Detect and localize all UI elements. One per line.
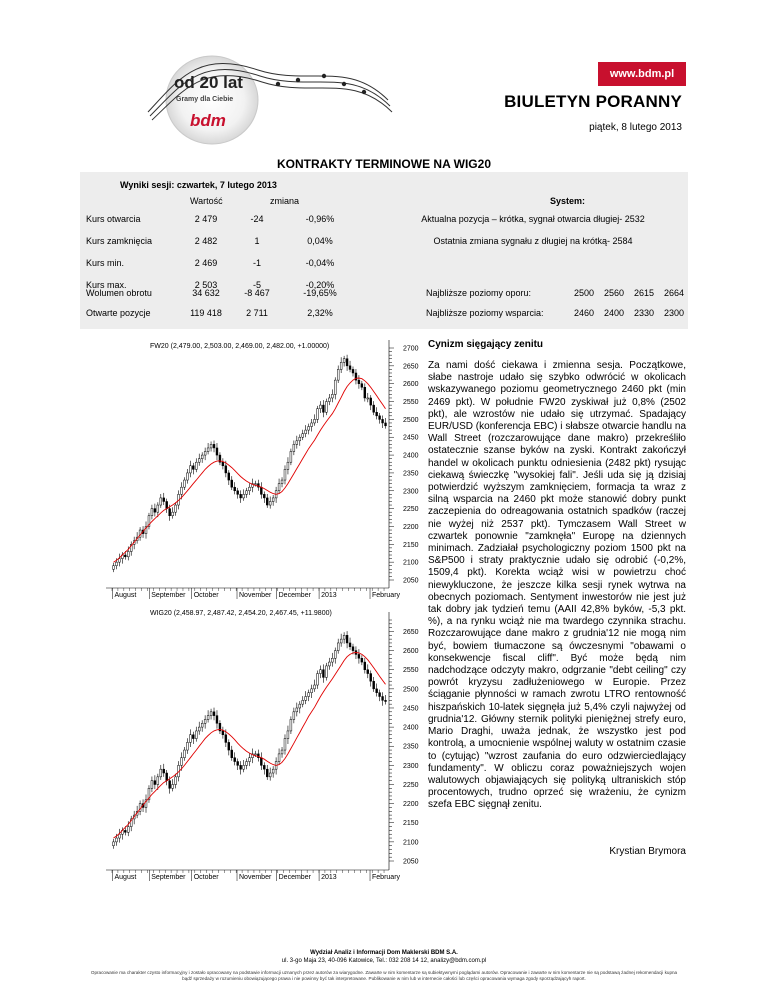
candle [337,639,339,654]
candle [207,443,209,454]
candle [373,401,375,415]
candle [240,761,242,774]
candle [148,785,150,803]
candle [340,357,342,373]
row-pct: -0,20% [305,280,335,290]
row-label: Kurs min. [86,258,125,268]
candle [278,479,280,494]
x-tick-label: February [372,592,401,599]
x-tick-label: November [239,874,272,881]
y-tick-label: 2550 [403,399,419,407]
row-pct: 0,04% [307,236,333,246]
candle [175,502,177,516]
candle [290,716,292,734]
candle [367,393,369,402]
candle [331,389,333,402]
x-axis [106,588,401,599]
row-change: -8 467 [244,288,270,298]
candle [334,377,336,399]
row-value: 2 479 [194,214,218,224]
y-axis [389,340,419,588]
candle [293,708,295,724]
resistance-level: 2560 [603,288,624,298]
candle [213,708,215,721]
candle [145,521,147,538]
candle [305,425,307,437]
candle [302,696,304,707]
y-tick-label: 2500 [403,686,419,694]
candle [160,765,162,780]
candle [373,677,375,692]
candle [118,554,120,567]
candle [287,457,289,474]
candle [219,452,221,465]
candle [249,754,251,767]
candle [355,369,357,384]
bulletin-date: piątek, 8 lutego 2013 [589,122,682,133]
website-badge[interactable]: www.bdm.pl [598,62,686,86]
x-tick-label: 2013 [321,592,337,599]
candle [370,395,372,410]
candle [314,680,316,692]
candle [275,487,277,503]
fw20-chart [80,336,422,606]
candle [231,746,233,761]
candle [249,483,251,495]
candle [314,414,316,425]
candle [189,729,191,747]
y-tick-label: 2200 [403,523,419,531]
chart-marks [113,355,387,572]
y-tick-label: 2300 [403,488,419,496]
candle [198,722,200,735]
row-label: Kurs otwarcia [86,214,141,224]
candle [166,499,168,513]
commentary-heading: Cynizm sięgający zenitu [428,339,544,350]
candle [269,768,271,781]
candle [204,448,206,460]
author-name: Krystian Brymora [609,846,686,857]
x-axis [106,870,401,881]
x-tick-label: August [114,592,137,599]
candle [308,424,310,435]
footer-contact: ul. 3-go Maja 23, 40-096 Katowice, Tel.: 032 208 14 12, analizy@bdm.com.pl [281,958,487,964]
session-header: Wyniki sesji: czwartek, 7 lutego 2013 [120,180,277,190]
candle [284,734,286,754]
candle [382,692,384,705]
candle [151,505,153,520]
candle [195,727,197,742]
candle [352,367,354,377]
logo-line2: Gramy dla Ciebie [176,96,234,103]
chart-title: WIG20 (2,458.97, 2,487.42, 2,454.20, 2,467.45, +11.9800) [150,610,332,617]
x-tick-label: November [239,592,272,599]
y-tick-label: 2450 [403,434,419,442]
system-position: Aktualna pozycja – krótka, sygnał otwarcia długiej- 2532 [421,214,645,224]
candle [340,634,342,647]
y-tick-label: 2100 [403,839,419,847]
candle [246,488,248,498]
footer-company: Wydział Analiz i Informacji Dom Maklerski BDM S.A. [310,950,458,956]
candle [243,489,245,500]
candle [184,477,186,490]
candle [154,775,156,789]
candle [207,710,209,722]
candle [130,816,132,831]
candle [364,658,366,674]
candle [272,495,274,506]
candle [320,666,322,679]
y-tick-label: 2150 [403,820,419,828]
candle [343,632,345,643]
candle [361,655,363,665]
row-label: Kurs zamknięcia [86,236,153,246]
y-tick-label: 2500 [403,416,419,424]
commentary-body: Za nami dość ciekawa i zmienna sesja. Początkowe, słabe nastroje udało się szybko odwrócić w okolicach wskazywanego poziomu geometrycznego 2460 pkt (min 2469 pkt). W południe FW20 zyskiwał już 0,8% (2502 pkt), ale wzrostów nie udało się utrzymać. Spadający EUR/USD (konferencja EBC) i słabsze otwarcie handlu na Wall Street (rozczarowujące dane makro) przekreśliło ostatecznie szanse byków na zyski. Kontrakt zakończył handel w okolicach punktu odniesienia (2482 pkt) rysując ciekawą świeczkę "wysokiej fali". Jeśli uda się ją dzisiaj potwierdzić wyższym zamknięciem, formacja ta wraz z silną wsparcia na 2460 pkt może stanowić dobry punkt zaczepienia do odreagowania ostatnich spadków (raczej nie wyżej niż 2537 pkt). Tymczasem Wall Street w czwartek ponownie "zamknęła" Europę na dziennych minimach. Zadziałał psychologiczny poziom 1500 pkt na S&P500 i straty praktycznie udało się odrobić (-0,2%, 1509,4 pkt). Korekta wciąż wisi w powietrzu choć niewykluczone, że jeszcze kilka sesji rynek wytrwa na obecnych poziomach. Sentyment inwestorów nie jest już tak dobry jak tydzień temu (AAII 42,8% byków, -5,3 pkt. %), a na rynku wciąż nie ma twardego czynnika strachu. Rozczarowujące dane makro z grudnia'12 nie mogą nim być, bowiem tłumaczone są ówczesnymi "obawami o konsekwencje fiscal cliff". Być może będą nim nadchodzące odczyty makro, odgrzanie "debt ceiling" czy powrót kryzysu zadłużeniowego w Europie. Przez ściąganie płynności w ramach zwrotu LTRO rentowność hiszpańskich 10-latek sięgnęła już 5,4% czyli najwyżej od grudnia'12. Główny sternik polityki pieniężnej strefy euro, Mario Draghi, uważa jednak, że wszystko jest pod kontrolą, a umocnienie wspólnej waluty w ostatnim czasie to (cytując) "wzrost zaufania do euro odzwierciedlający fundamenty". W obliczu coraz poważniejszych wojen walutowych objawiających się polityką ultraniskich stóp procentowych, trudno oprzeć się wrażeniu, że cynizm szefa EBC sięgnął zenitu. [428,360,686,811]
candle [382,415,384,427]
bdm-logo [138,40,398,150]
candle [325,663,327,681]
candle [272,766,274,777]
candle [281,477,283,487]
x-tick-label: 2013 [321,874,337,881]
row-pct: -0,04% [305,258,335,268]
chart-title: FW20 (2,479.00, 2,503.00, 2,469.00, 2,482.00, +1.00000) [150,343,330,350]
candle [284,465,286,484]
section-title: KONTRAKTY TERMINOWE NA WIG20 [276,157,491,171]
candle [213,440,215,452]
candle [257,480,259,491]
row-value: 2 503 [194,280,218,290]
candle [246,758,248,769]
candle [234,752,236,765]
x-tick-label: October [193,592,219,599]
candle [322,664,324,682]
candle [263,762,265,774]
candle [281,747,283,758]
candle [145,794,147,812]
candle [234,482,236,494]
candle [201,452,203,463]
system-last-change: Ostatnia zmiana sygnału z długiej na krótką- 2584 [433,236,633,246]
col-system-header: System: [550,196,586,206]
y-tick-label: 2050 [403,577,419,585]
row-label: Wolumen obrotu [86,288,152,298]
col-change-header: zmiana [270,196,300,206]
col-value-header: Wartość [190,196,223,206]
candle [210,442,212,452]
y-axis [389,612,419,870]
candle [331,653,333,667]
fw20-chart-svg [80,336,422,606]
row-label: Otwarte pozycje [86,308,151,318]
row-change: -24 [250,214,264,224]
row-pct: -19,65% [303,288,337,298]
support-level: 2330 [633,308,654,318]
candle [222,458,224,469]
candle [358,649,360,664]
candle [266,765,268,780]
candle [308,690,310,701]
candle [160,494,162,508]
y-tick-label: 2550 [403,667,419,675]
candle [219,720,221,734]
candle [260,482,262,498]
x-tick-label: October [193,874,219,881]
wig20-chart [80,606,422,888]
candle [113,563,115,572]
y-tick-label: 2400 [403,724,419,732]
resistance-level: 2615 [633,288,654,298]
candle [379,690,381,701]
support-level: 2300 [663,308,684,318]
candle [346,355,348,371]
y-tick-label: 2400 [403,452,419,460]
y-tick-label: 2250 [403,506,419,514]
y-tick-label: 2650 [403,628,419,636]
candle [216,443,218,460]
x-tick-label: September [151,874,186,881]
candle [349,361,351,372]
candle [367,664,369,678]
support-level: 2400 [603,308,624,318]
candle [328,658,330,670]
support-level: 2460 [573,308,594,318]
candle [311,419,313,431]
wig20-chart-svg [80,606,422,888]
candle [252,749,254,764]
candle [184,747,186,761]
candle [201,720,203,731]
moving-average-line [114,378,386,562]
candle [385,418,387,429]
candle [204,715,206,728]
x-tick-label: August [114,874,137,881]
candle [305,691,307,704]
candle [216,710,218,728]
candle [237,758,239,769]
y-tick-label: 2450 [403,705,419,713]
y-tick-label: 2600 [403,381,419,389]
candle [151,776,153,792]
candle [302,430,304,440]
x-tick-label: December [278,592,311,599]
y-tick-label: 2700 [403,345,419,353]
candle [275,757,277,774]
candle [334,648,336,664]
candle [346,631,348,648]
candle [252,479,254,493]
resistance-label: Najbliższe poziomy oporu: [426,288,532,298]
candle [189,461,191,477]
candle [299,434,301,445]
candle [148,513,150,529]
candle [175,774,177,789]
candle [163,764,165,777]
y-tick-label: 2100 [403,559,419,567]
candle [349,638,351,650]
candle [266,494,268,508]
candle [240,490,242,502]
row-value: 2 469 [194,258,218,268]
footer-disclaimer: Opracowanie ma charakter czysto informacyjny i zostało opracowany na podstawie informacji uznanych przez autorów za wiarygodne. Zawarte w nim komentarze są subiektywnymi poglądami autorów. Opracowanie i zawarte w nim komentarze nie są podstawą żadnej rekomendacji kupna bądź sprzedaży w rozumieniu obowiązującego prawa i nie powinny być tak interpretowane. Publikowanie w nim lub w internecie całości lub części opracowania wymaga zgody sporządzającyh raport. [90,970,678,981]
results-lower-rows [80,172,688,329]
y-tick-label: 2300 [403,762,419,770]
candle [192,463,194,474]
candle [210,709,212,720]
candle [361,381,363,390]
candle [328,394,330,405]
y-tick-label: 2250 [403,781,419,789]
candle [343,356,345,367]
candle [228,470,230,485]
y-tick-label: 2350 [403,743,419,751]
candle [130,541,132,555]
moving-average-line [114,653,386,839]
candle [228,739,230,755]
row-value: 34 632 [192,288,220,298]
candle [379,413,381,424]
candle [172,507,174,518]
candle [257,750,259,762]
y-tick-label: 2600 [403,648,419,656]
row-value: 119 418 [190,308,222,318]
x-tick-label: December [278,874,311,881]
candle [290,449,292,465]
candle [166,770,168,785]
candle [320,401,322,413]
y-tick-label: 2200 [403,801,419,809]
row-pct: -0,96% [305,214,335,224]
candle [198,454,200,466]
candle [296,703,298,717]
candle [325,399,327,415]
row-label: Kurs max. [86,280,127,290]
y-tick-label: 2350 [403,470,419,478]
row-change: 2 711 [246,308,268,318]
support-label: Najbliższe poziomy wsparcia: [426,308,544,318]
candle [186,469,188,484]
y-tick-label: 2150 [403,541,419,549]
logo-brand: bdm [190,111,226,130]
candle [299,701,301,713]
candle [376,407,378,419]
candle [322,400,324,417]
y-tick-label: 2050 [403,858,419,866]
x-tick-label: February [372,874,401,881]
x-tick-label: September [151,592,186,599]
bulletin-title: BIULETYN PORANNY [504,92,682,111]
candle [192,732,194,744]
logo-line1: od 20 lat [174,73,243,92]
candle [358,375,360,389]
candle [243,760,245,772]
candle [118,829,120,843]
candle [263,491,265,502]
row-change: 1 [254,236,260,246]
candle [293,440,295,455]
row-change: -1 [252,258,261,268]
candle [195,458,197,472]
y-tick-label: 2650 [403,363,419,371]
resistance-level: 2500 [573,288,594,298]
candle [364,383,366,401]
row-value: 2 482 [194,236,218,246]
row-pct: 2,32% [307,308,333,318]
candle [237,488,239,499]
candle [311,685,313,698]
candle [370,670,372,686]
candle [337,365,339,382]
candle [278,749,280,765]
candle [163,493,165,505]
candle [385,695,387,705]
candle [172,779,174,791]
candle [269,496,271,508]
resistance-level: 2664 [663,288,684,298]
candle [260,752,262,770]
candle [317,670,319,688]
candle [317,406,319,423]
candle [287,726,289,744]
chart-marks [113,631,387,849]
candle [231,476,233,490]
row-change: -5 [252,280,261,290]
candle [186,738,188,754]
candle [376,684,378,697]
candle [296,436,298,449]
candle [222,727,224,739]
candle [113,839,115,849]
candle [154,504,156,517]
